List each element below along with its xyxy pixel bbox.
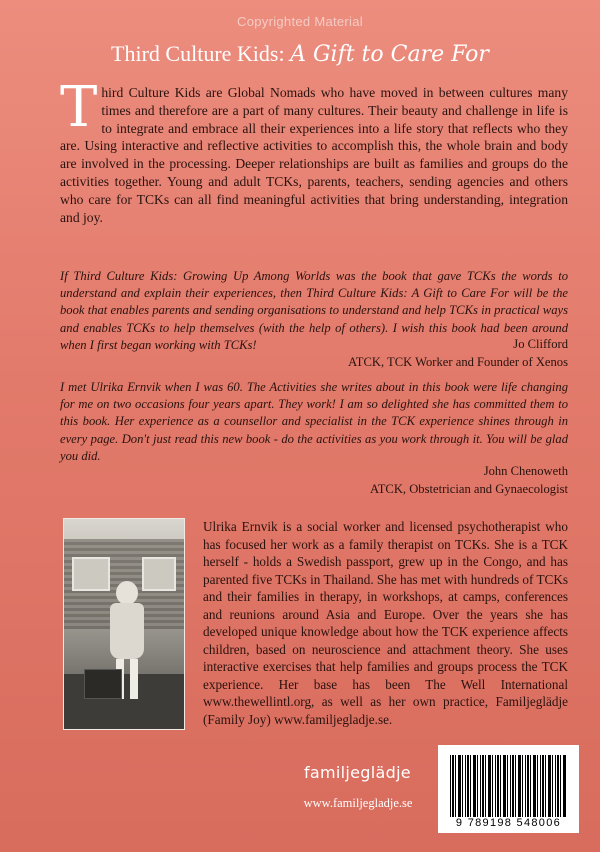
endorser-name: John Chenoweth: [483, 464, 568, 478]
photo-window: [142, 557, 176, 591]
endorsement-quote-1: If Third Culture Kids: Growing Up Among Worlds was the book that gave TCKs the words to understand and explain their experiences, then Third Culture Kids: A Gift to Care For will be the book that enables parents and sending organisations to understand and help TCKs in practical ways and enables TCKs to help themselves (with the help of others). I wish this book had been around when I first began working with TCKs!: [60, 269, 568, 352]
endorsement-attribution-1: [60, 336, 568, 371]
book-title: [0, 40, 600, 69]
intro-paragraph: [60, 75, 568, 226]
endorser-name: Jo Clifford: [513, 337, 568, 351]
copyright-watermark: Copyrighted Material: [237, 14, 363, 29]
endorsement-attribution-2: [60, 463, 568, 498]
title-script: A Gift to Care For: [290, 42, 489, 67]
photo-girl-body: [110, 603, 144, 659]
endorsement-quote-2: I met Ulrika Ernvik when I was 60. The Activities she writes about in this book were life changing for me on two occasions four years apart. They work! I am so delighted she has committed them to this book. Her experience as a counsellor and specialist in the TCK experience shines through in every page. Don't just read this new book - do the activities as you work through it. You will be glad you did.: [60, 380, 568, 463]
author-childhood-photo: [63, 518, 185, 730]
barcode-number: 9 789198 548006: [455, 817, 562, 829]
title-main: Third Culture Kids:: [111, 41, 285, 66]
barcode-bars: [450, 755, 567, 817]
isbn-barcode: [438, 745, 579, 833]
endorser-role: ATCK, TCK Worker and Founder of Xenos: [348, 354, 568, 369]
endorser-role: ATCK, Obstetrician and Gynaecologist: [370, 481, 568, 496]
publisher-website: www.familjegladje.se: [303, 796, 413, 810]
photo-suitcase: [84, 669, 122, 699]
author-bio: Ulrika Ernvik is a social worker and licensed psychotherapist who has focused her work as a family therapist on TCKs. She is a TCK herself - holds a Swedish passport, grew up in the Congo, and has parented five TCKs in Thailand. She has met with hundreds of TCKs and their families in therapy, in workshops, at camps, conferences and reunions around Asia and Europe. Over the years she has developed unique knowledge about how the TCK experience affects children, based on neuroscience and attachment theory. She uses interactive exercises that help families and groups process the TCK experience. Her base has been The Well International www.thewellintl.org, as well as her own practice, Familjeglädje (Family Joy) www.familjegladje.se.: [203, 519, 568, 727]
drop-cap: T: [60, 75, 98, 140]
photo-window: [72, 557, 110, 591]
publisher-logo: familjeglädje: [304, 763, 411, 782]
photo-girl-head: [116, 581, 138, 605]
intro-text: hird Culture Kids are Global Nomads who have moved in between cultures many times and therefore are a part of many cultures. Their beauty and challenge in life is to integrate and embrace all their experiences into a life story that reflects who they are. Using interactive and reflective activities to accomplish this, the whole brain and body are involved in the processing. Deeper relationships are built as families and groups do the activities together. Young and adult TCKs, parents, teachers, sending agencies and others who care for TCKs can all find meaningful activities that bring understanding, integration and joy.: [60, 85, 568, 225]
